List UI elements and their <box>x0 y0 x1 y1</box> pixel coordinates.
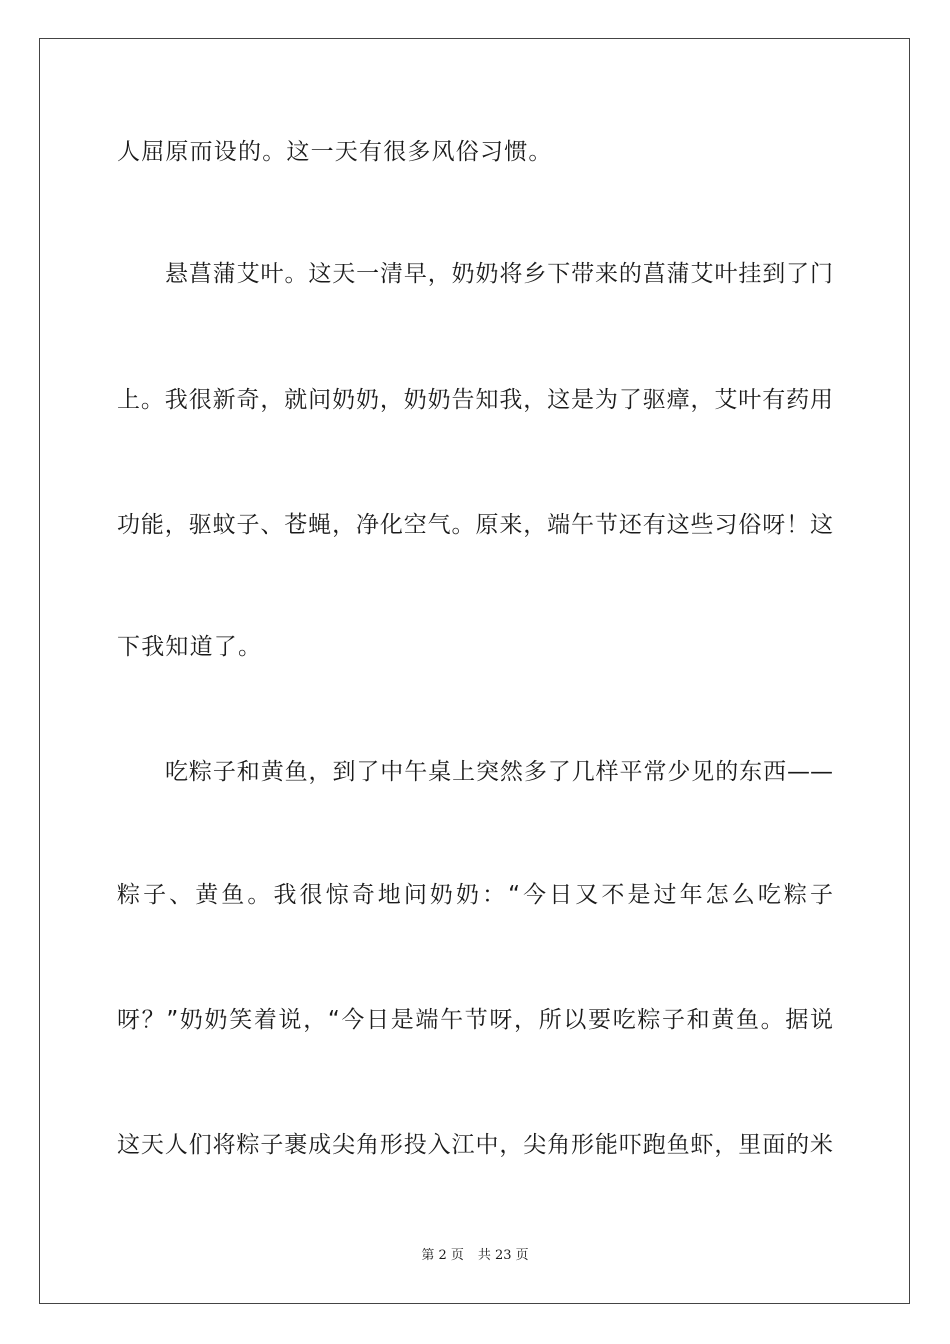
text-line: 人屈原而设的。这一天有很多风俗习惯。 <box>117 139 553 165</box>
text-line: 功能，驱蚊子、苍蝇，净化空气。原来，端午节还有这些习俗呀！这 <box>117 512 833 538</box>
paragraph-start-line: 吃粽子和黄鱼，到了中午桌上突然多了几样平常少见的东西—— <box>165 759 833 785</box>
page-frame <box>39 38 910 1304</box>
page-number: 第 2 页 <box>421 1248 464 1263</box>
text-line: 下我知道了。 <box>117 634 263 660</box>
text-line: 这天人们将粽子裹成尖角形投入江中，尖角形能吓跑鱼虾，里面的米 <box>117 1132 833 1158</box>
page-footer <box>0 1244 950 1263</box>
text-line: 呀？”奶奶笑着说，“今日是端午节呀，所以要吃粽子和黄鱼。据说 <box>117 1007 833 1033</box>
text-line: 上。我很新奇，就问奶奶，奶奶告知我，这是为了驱瘴，艾叶有药用 <box>117 387 833 413</box>
page-total: 共 23 页 <box>477 1248 529 1263</box>
paragraph-start-line: 悬菖蒲艾叶。这天一清早，奶奶将乡下带来的菖蒲艾叶挂到了门 <box>165 261 833 287</box>
text-line: 粽子、黄鱼。我很惊奇地问奶奶：“今日又不是过年怎么吃粽子 <box>117 882 833 908</box>
